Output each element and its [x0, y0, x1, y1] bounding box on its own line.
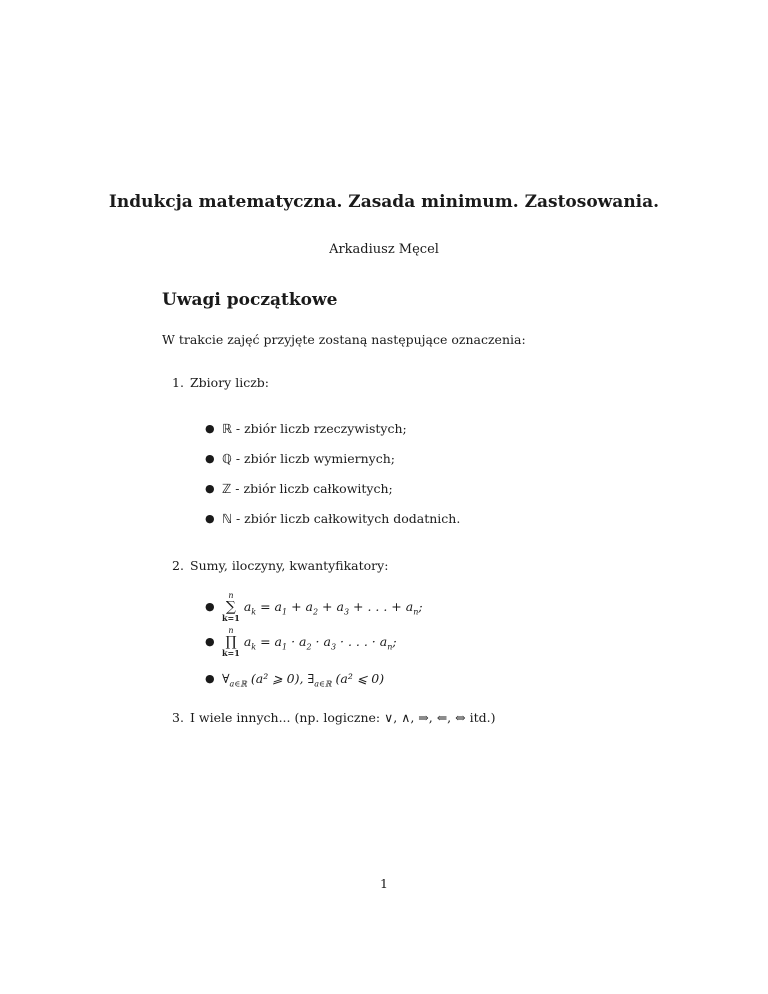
list-number: 2.: [172, 558, 184, 573]
list-item-2: [172, 558, 388, 573]
quantifier-formula: $\forall_{a\in ℝ}$ (a² ⩾ 0), $\exists_{a\in ℝ}$ (a² ⩽ 0): [222, 671, 385, 689]
bullet-item-rationals: [205, 451, 395, 466]
product-operator: n ∏ k=1: [222, 626, 240, 658]
intro-paragraph: W trakcie zajęć przyjęte zostaną następujące oznaczenia:: [162, 332, 526, 347]
sum-operator: n ∑ k=1: [222, 591, 240, 623]
bullet-icon: ●: [205, 634, 215, 648]
bullet-icon: ●: [205, 482, 215, 495]
list-number: 1.: [172, 375, 184, 390]
bullet-icon: ●: [205, 422, 215, 435]
list-label: I wiele innych... (np. logiczne: ∨, ∧, ⇒, ⇐, ⇔ itd.): [190, 710, 496, 725]
list-item-3: [172, 710, 495, 725]
bullet-item-integers: [205, 481, 393, 496]
bullet-text: - zbiór liczb rzeczywistych;: [231, 421, 407, 436]
bullet-icon: ●: [205, 512, 215, 525]
bullet-text: - zbiór liczb całkowitych;: [231, 481, 393, 496]
author-name: Arkadiusz Męcel: [329, 242, 439, 257]
bullet-text: - zbiór liczb całkowitych dodatnich.: [232, 511, 461, 526]
bullet-item-product: [205, 627, 397, 657]
bullet-item-reals: [205, 421, 407, 436]
bullet-item-quantifiers: [205, 671, 384, 689]
set-symbol: ℚ: [222, 451, 232, 466]
product-formula: $a_k = a_1 \cdot a_2 \cdot a_3$ · . . . · $a_n$;: [243, 633, 397, 651]
page-number: 1: [380, 876, 388, 891]
list-item-1: [172, 375, 269, 390]
set-symbol: ℕ: [222, 511, 233, 526]
bullet-item-naturals: [205, 511, 460, 526]
list-label: Sumy, iloczyny, kwantyfikatory:: [190, 558, 389, 573]
bullet-text: - zbiór liczb wymiernych;: [231, 451, 395, 466]
list-number: 3.: [172, 710, 184, 725]
set-symbol: ℝ: [222, 421, 232, 436]
document-title: Indukcja matematyczna. Zasada minimum. Zastosowania.: [108, 192, 660, 212]
bullet-icon: ●: [205, 599, 215, 613]
set-symbol: ℤ: [222, 481, 232, 496]
bullet-item-sum: [205, 592, 423, 622]
bullet-icon: ●: [205, 452, 215, 465]
section-heading: Uwagi początkowe: [162, 290, 338, 310]
sum-formula: $a_k = a_1 + a_2 + a_3$ + . . . + $a_n$;: [243, 598, 423, 616]
list-label: Zbiory liczb:: [190, 375, 270, 390]
bullet-icon: ●: [205, 672, 215, 685]
